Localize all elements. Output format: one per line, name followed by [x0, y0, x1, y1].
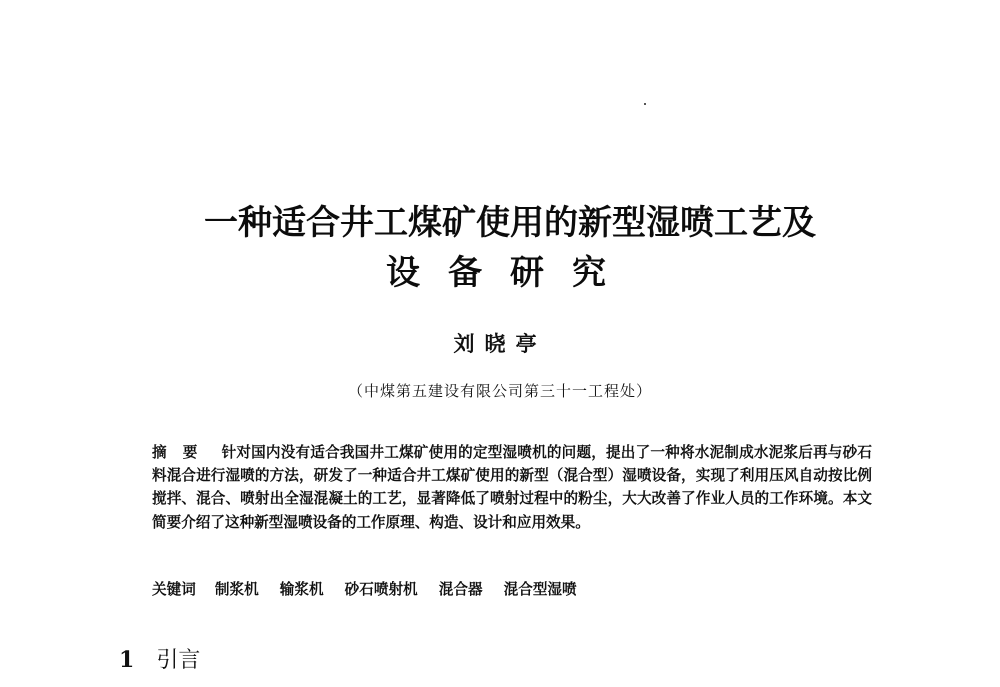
keyword-item: 砂石喷射机 — [344, 581, 418, 598]
keyword-item: 混合型湿喷 — [503, 581, 577, 598]
author-name: 刘晓亭 — [453, 331, 547, 356]
section-number: 1 — [119, 647, 135, 673]
keyword-item: 混合器 — [438, 581, 483, 598]
abstract-text: 针对国内没有适合我国井工煤矿使用的定型湿喷机的问题，提出了一种将水泥制成水泥浆后再与砂石料混合进行湿喷的方法，研发了一种适合井工煤矿使用的新型（混合型）湿喷设备，实现了利用压风自动按比例搅拌、混合、喷射出全湿混凝土的工艺，显著降低了喷射过程中的粉尘，大大改善了作业人员的工作环境。本文简要介绍了这种新型湿喷设备的工作原理、构造、设计和应用效果。 — [152, 444, 872, 531]
paper-title-line-1: 一种适合井工煤矿使用的新型湿喷工艺及 — [204, 203, 816, 243]
author-affiliation: （中煤第五建设有限公司第三十一工程处） — [347, 382, 652, 400]
paper-title-line-2: 设备研究 — [386, 253, 634, 293]
keyword-item: 输浆机 — [279, 581, 324, 598]
scan-speck — [644, 103, 646, 105]
keywords-block — [152, 578, 872, 601]
abstract-label: 摘要 — [152, 444, 214, 461]
section-heading — [119, 643, 200, 674]
keyword-item: 制浆机 — [214, 581, 259, 598]
abstract-block — [152, 441, 872, 534]
keywords-label: 关键词 — [152, 581, 196, 598]
section-title: 引言 — [156, 648, 201, 673]
